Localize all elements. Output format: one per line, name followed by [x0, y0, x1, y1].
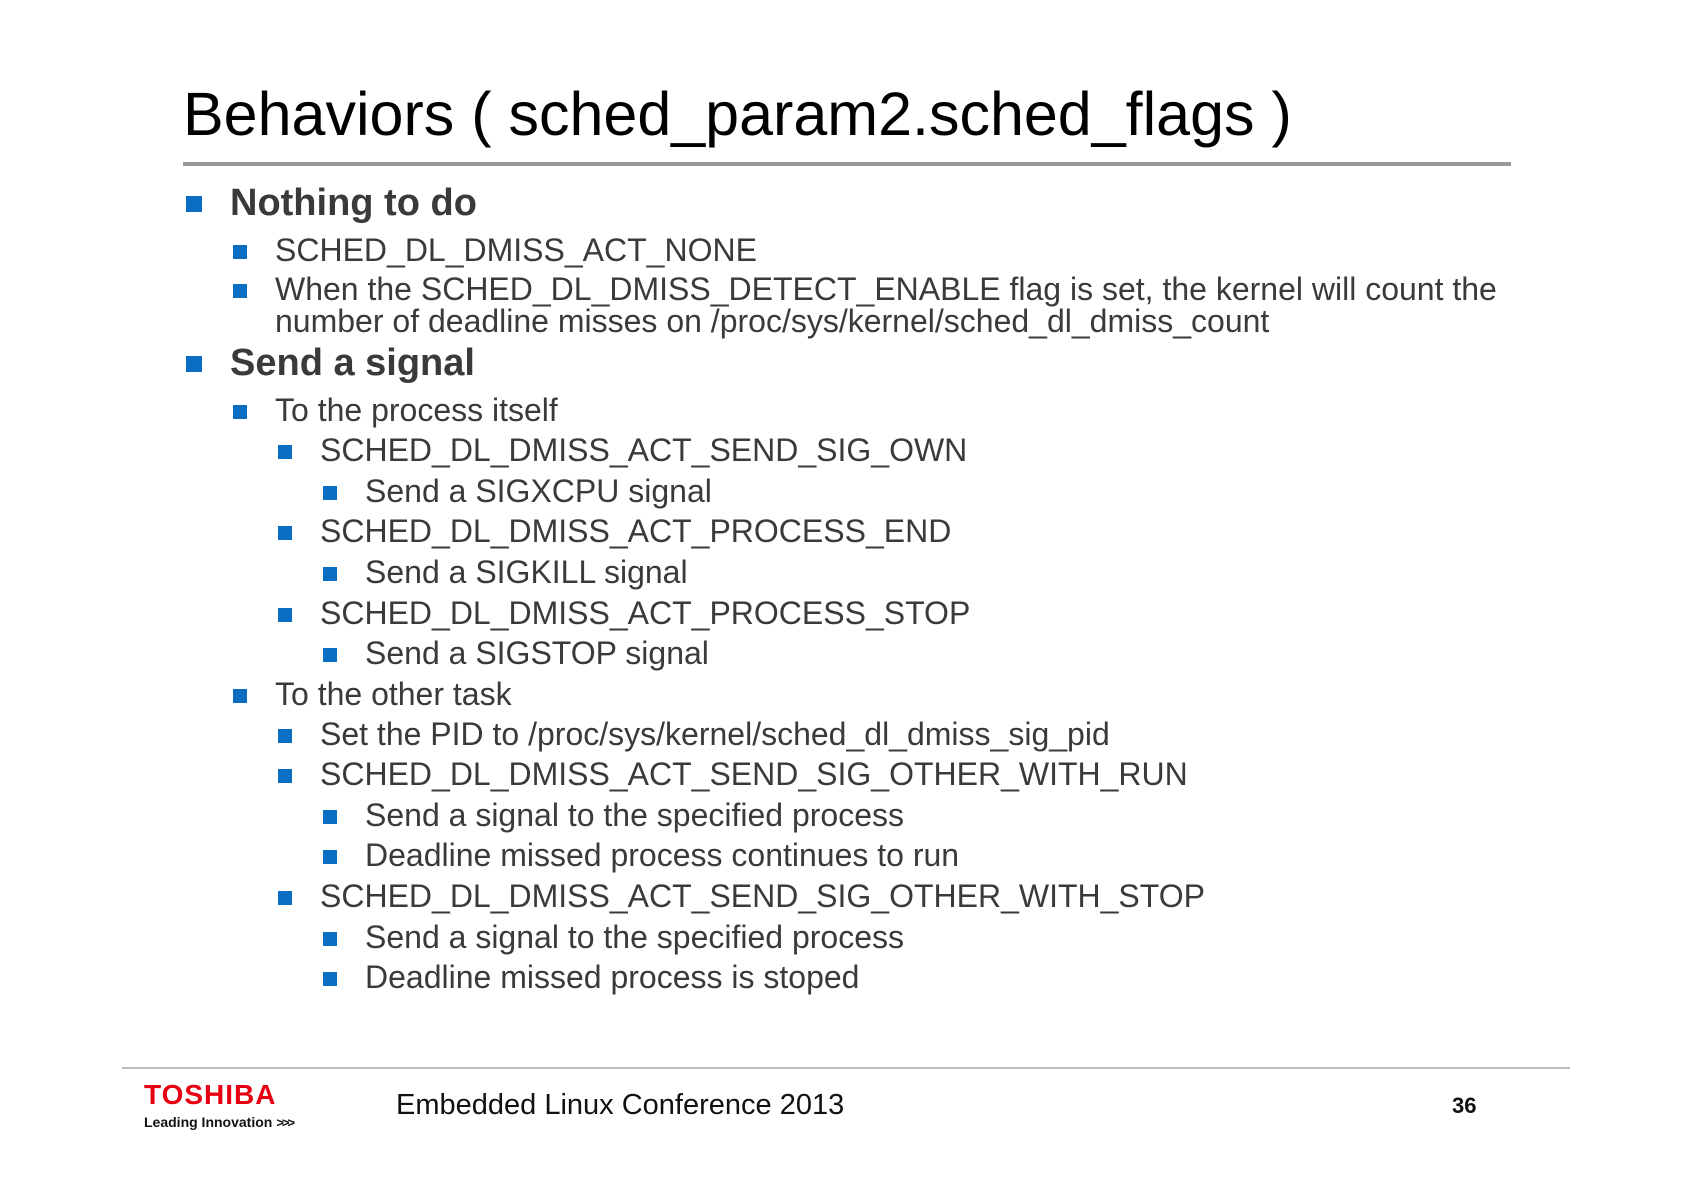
square-bullet-icon: [233, 405, 247, 419]
bullet-sig-other-with-run: [320, 758, 1188, 790]
bullet-process-stop: [320, 597, 970, 629]
square-bullet-icon: [278, 526, 292, 540]
logo-wordmark: TOSHIBA: [144, 1079, 277, 1110]
square-bullet-icon: [233, 245, 247, 259]
square-bullet-icon: [323, 567, 337, 581]
logo-tagline: [144, 1115, 293, 1129]
toshiba-logo: [144, 1081, 293, 1129]
bullet-text: Send a signal to the specified process: [365, 919, 904, 955]
bullet-act-none: [275, 234, 757, 266]
page-number: 36: [1452, 1093, 1477, 1118]
bullet-continues-to-run: [365, 839, 959, 871]
bullet-send-a-signal: [230, 344, 475, 382]
bullet-text-continued: number of deadline misses on /proc/sys/kernel/sched_dl_dmiss_count: [275, 303, 1270, 339]
chevrons-icon: >>>: [276, 1115, 294, 1130]
bullet-sig-other-with-stop: [320, 880, 1205, 912]
bullet-send-sig-own: [320, 434, 967, 466]
square-bullet-icon: [186, 356, 202, 372]
bullet-text: SCHED_DL_DMISS_ACT_SEND_SIG_OTHER_WITH_STOP: [320, 878, 1205, 914]
square-bullet-icon: [186, 196, 202, 212]
square-bullet-icon: [323, 486, 337, 500]
footer-divider: [122, 1067, 1570, 1069]
bullet-sigkill: [365, 556, 688, 588]
bullet-text: Send a SIGXCPU signal: [365, 473, 712, 509]
bullet-text: Nothing to do: [230, 182, 477, 224]
bullet-text: Send a SIGSTOP signal: [365, 635, 709, 671]
bullet-text: SCHED_DL_DMISS_ACT_PROCESS_END: [320, 513, 952, 549]
bullet-text: Deadline missed process is stoped: [365, 959, 860, 995]
bullet-text: Deadline missed process continues to run: [365, 837, 960, 873]
bullet-send-specified-run: [365, 799, 904, 831]
square-bullet-icon: [278, 445, 292, 459]
bullet-text: When the SCHED_DL_DMISS_DETECT_ENABLE flag is set, the kernel will count the: [275, 271, 1497, 307]
conference-name: Embedded Linux Conference 2013: [396, 1089, 845, 1121]
square-bullet-icon: [323, 648, 337, 662]
square-bullet-icon: [323, 972, 337, 986]
square-bullet-icon: [323, 932, 337, 946]
bullet-text: To the process itself: [275, 392, 558, 428]
square-bullet-icon: [278, 729, 292, 743]
logo-tagline-text: Leading Innovation: [144, 1114, 273, 1130]
bullet-other-task: [275, 678, 512, 710]
bullet-text: Send a signal to the specified process: [365, 797, 904, 833]
bullet-process-end: [320, 515, 951, 547]
slide-title: Behaviors ( sched_param2.sched_flags ): [183, 80, 1292, 148]
bullet-text: SCHED_DL_DMISS_ACT_SEND_SIG_OTHER_WITH_RUN: [320, 756, 1188, 792]
bullet-detect-enable: [275, 273, 1497, 337]
bullet-text: Send a signal: [230, 342, 475, 384]
square-bullet-icon: [323, 810, 337, 824]
square-bullet-icon: [233, 284, 247, 298]
bullet-text: Set the PID to /proc/sys/kernel/sched_dl_dmiss_sig_pid: [320, 716, 1110, 752]
square-bullet-icon: [278, 891, 292, 905]
square-bullet-icon: [323, 850, 337, 864]
bullet-text: SCHED_DL_DMISS_ACT_SEND_SIG_OWN: [320, 432, 968, 468]
bullet-nothing-to-do: [230, 184, 477, 222]
square-bullet-icon: [233, 689, 247, 703]
bullet-text: Send a SIGKILL signal: [365, 554, 688, 590]
bullet-process-itself: [275, 394, 558, 426]
bullet-text: SCHED_DL_DMISS_ACT_NONE: [275, 232, 757, 268]
bullet-set-pid: [320, 718, 1110, 750]
bullet-send-specified-stop: [365, 921, 904, 953]
bullet-is-stoped: [365, 961, 859, 993]
bullet-sigstop: [365, 637, 709, 669]
bullet-text: SCHED_DL_DMISS_ACT_PROCESS_STOP: [320, 595, 971, 631]
bullet-text: To the other task: [275, 676, 512, 712]
square-bullet-icon: [278, 769, 292, 783]
bullet-sigxcpu: [365, 475, 712, 507]
square-bullet-icon: [278, 608, 292, 622]
